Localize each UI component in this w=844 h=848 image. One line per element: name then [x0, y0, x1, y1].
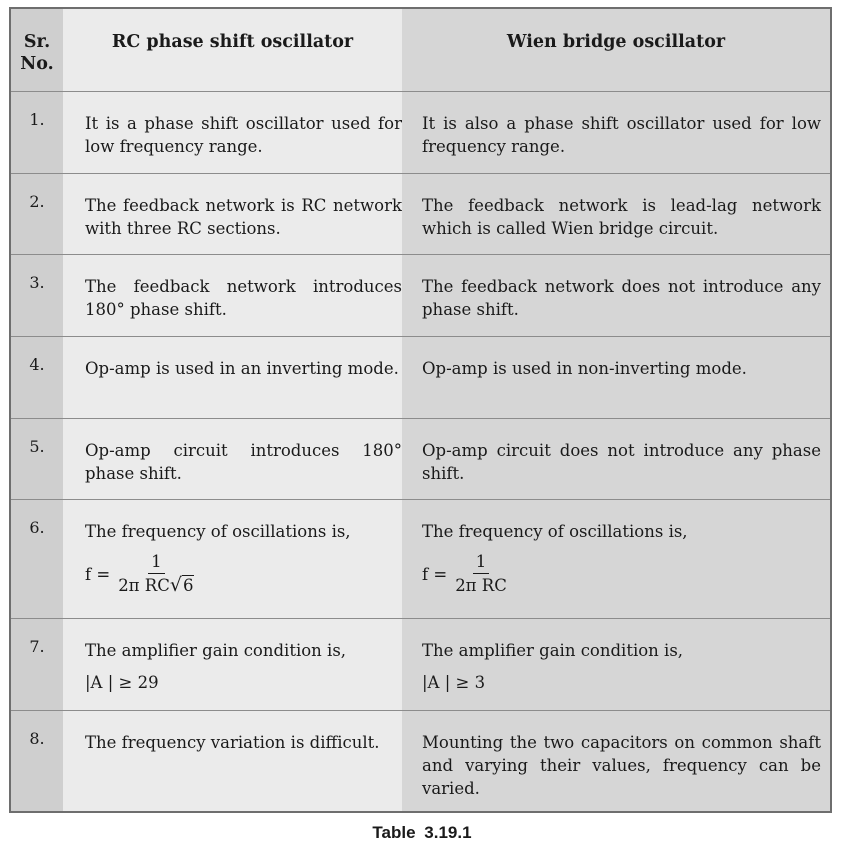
- row-number: 7.: [29, 637, 45, 656]
- row-number: 2.: [29, 192, 45, 211]
- rc-text: Op-amp is used in an inverting mode.: [85, 359, 399, 378]
- table-row: [11, 91, 830, 173]
- table-row: [11, 173, 830, 254]
- rc-text: The frequency of oscillations is,: [85, 522, 351, 541]
- header-sr-line1: Sr.: [23, 32, 51, 52]
- rc-cell: [63, 711, 402, 811]
- wien-cell: [402, 711, 830, 811]
- row-number-cell: [11, 255, 63, 336]
- header-sr-line2: No.: [20, 54, 54, 74]
- table-row: [11, 254, 830, 336]
- rc-text: Op-amp circuit introduces 180° phase shift.: [85, 441, 402, 483]
- header-wien-cell: [402, 9, 830, 91]
- table-row: [11, 336, 830, 418]
- header-wien-title: Wien bridge oscillator: [506, 32, 726, 52]
- header-rc-title: RC phase shift oscillator: [111, 32, 354, 52]
- wien-cell: [402, 174, 830, 254]
- formula-denominator-base: 2π RC: [118, 576, 170, 595]
- rc-cell: [63, 500, 402, 618]
- rc-text: The feedback network is RC network with three RC sections.: [85, 196, 402, 238]
- rc-cell: [63, 174, 402, 254]
- wien-cell: [402, 619, 830, 710]
- wien-text: Mounting the two capacitors on common shaft and varying their values, frequency can be varied.: [422, 733, 821, 798]
- formula-denominator: 2π RC: [455, 576, 507, 595]
- rc-text: It is a phase shift oscillator used for low frequency range.: [85, 114, 402, 156]
- comparison-table: [9, 7, 832, 813]
- wien-gain-condition: |A | ≥ 3: [422, 673, 486, 692]
- rc-text: The feedback network introduces 180° phase shift.: [85, 277, 402, 319]
- row-number-cell: [11, 174, 63, 254]
- wien-cell: [402, 255, 830, 336]
- wien-cell: [402, 500, 830, 618]
- row-number-cell: [11, 711, 63, 811]
- table-row: [11, 618, 830, 710]
- formula-numerator: 1: [148, 552, 165, 574]
- formula-numerator: 1: [473, 552, 490, 574]
- formula-fraction: [455, 552, 507, 597]
- wien-text: It is also a phase shift oscillator used for low frequency range.: [422, 114, 821, 156]
- row-number: 4.: [29, 355, 45, 374]
- wien-text: Op-amp is used in non-inverting mode.: [422, 359, 747, 378]
- rc-cell: [63, 619, 402, 710]
- row-number-cell: [11, 419, 63, 499]
- table-row: [11, 710, 830, 811]
- rc-cell: [63, 92, 402, 173]
- rc-frequency-formula: [85, 552, 194, 597]
- formula-denominator: [118, 574, 194, 597]
- row-number: 8.: [29, 729, 45, 748]
- row-number: 5.: [29, 437, 45, 456]
- header-sr-cell: [11, 9, 63, 91]
- formula-lhs: f =: [422, 565, 448, 584]
- row-number-cell: [11, 337, 63, 418]
- table-row: [11, 499, 830, 618]
- wien-text: The feedback network does not introduce any phase shift.: [422, 277, 821, 319]
- wien-cell: [402, 419, 830, 499]
- table-row: [11, 418, 830, 499]
- row-number-cell: [11, 500, 63, 618]
- wien-frequency-formula: [422, 552, 507, 597]
- rc-gain-condition: |A | ≥ 29: [85, 673, 159, 692]
- rc-text: The frequency variation is difficult.: [85, 733, 380, 752]
- radical-sign-icon: √: [169, 574, 182, 596]
- formula-fraction: [118, 552, 194, 597]
- row-number: 3.: [29, 273, 45, 292]
- row-number-cell: [11, 92, 63, 173]
- rc-text: The amplifier gain condition is,: [85, 641, 347, 660]
- radicand: 6: [182, 576, 194, 595]
- header-rc-cell: [63, 9, 402, 91]
- square-root: [170, 575, 195, 595]
- row-number: 6.: [29, 518, 45, 537]
- wien-cell: [402, 92, 830, 173]
- table-caption: Table 3.19.1: [372, 823, 472, 842]
- wien-text: The amplifier gain condition is,: [422, 641, 684, 660]
- wien-text: Op-amp circuit does not introduce any phase shift.: [422, 441, 821, 483]
- wien-cell: [402, 337, 830, 418]
- table-header-row: [11, 9, 830, 91]
- rc-cell: [63, 419, 402, 499]
- rc-cell: [63, 337, 402, 418]
- rc-cell: [63, 255, 402, 336]
- wien-text: The frequency of oscillations is,: [422, 522, 688, 541]
- row-number: 1.: [29, 110, 45, 129]
- wien-text: The feedback network is lead-lag network which is called Wien bridge circuit.: [422, 196, 821, 238]
- formula-lhs: f =: [85, 565, 111, 584]
- row-number-cell: [11, 619, 63, 710]
